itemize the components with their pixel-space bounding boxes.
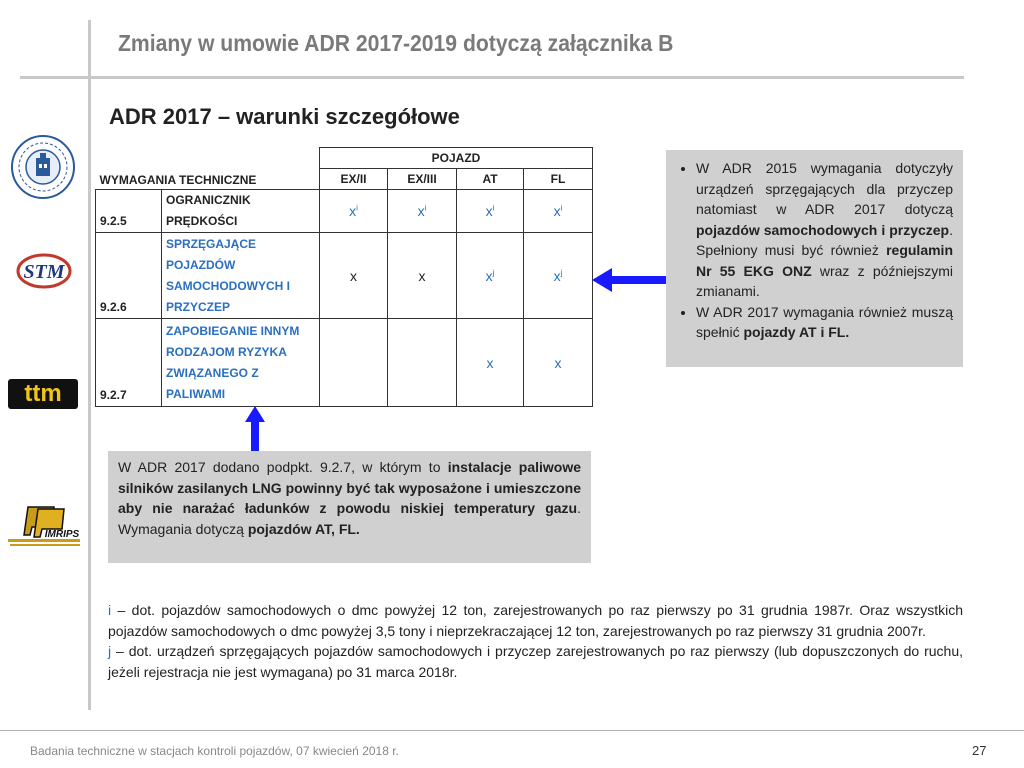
footnote-i: i – dot. pojazdów samochodowych o dmc powyżej 12 ton, zarejestrowanych po raz pierwszy po 31 grudnia 1987r. Oraz wszystkich pojazdów samochodowych o dmc powyżej 3,5 tony i nieprzekraczającej 12 ton, zarejestrowanych po raz pierwszy 31 grudnia 2007r. (108, 602, 963, 639)
mark: x (349, 203, 357, 219)
mark-superscript: j (492, 267, 495, 277)
pimrips-logo-text: IMRIPS (44, 529, 80, 540)
info-bullet: • W ADR 2015 wymagania dotyczyły urządzeń sprzęgających dla przyczep natomiast w ADR 2017 dotyczą pojazdów samochodowych i przyczep. Spełniony musi być również regulamin Nr 55 EKG ONZ wraz z późniejszymi zmianami. (696, 158, 953, 302)
mark-cell (320, 319, 388, 407)
university-seal-logo (10, 134, 76, 200)
up-arrow (245, 406, 265, 456)
lng-info-box: W ADR 2017 dodano podpkt. 9.2.7, w którym to instalacje paliwowe silników zasilanych LNG powinny być tak wyposażone i umieszczone aby nie narażać ładunków z powodu niskiej temperatury gazu. Wymagania dotyczą pojazdów AT, FL. (108, 451, 591, 563)
adr-info-box (666, 150, 963, 367)
mark-cell (320, 190, 388, 233)
footnotes (108, 600, 963, 682)
vehicle-group-header: POJAZD (320, 148, 593, 169)
mark-superscript: i (424, 203, 427, 213)
stm-logo (14, 250, 74, 292)
vertical-divider (88, 20, 91, 710)
mark: x (485, 203, 493, 219)
column-header-exiii: EX/III (388, 169, 457, 190)
section-number: 9.2.7 (96, 319, 162, 407)
mark-cell (457, 319, 524, 407)
table-row (96, 233, 593, 319)
mark-superscript: i (492, 203, 495, 213)
mark: x (418, 267, 426, 284)
mark-superscript: i (560, 203, 563, 213)
mark-cell (524, 233, 593, 319)
ttm-logo: ttm (8, 379, 78, 409)
mark-cell (388, 319, 457, 407)
column-header-fl: FL (524, 169, 593, 190)
column-header-exii: EX/II (320, 169, 388, 190)
mark: x (553, 203, 561, 219)
mark-cell (388, 233, 457, 319)
requirements-table (95, 147, 593, 407)
requirements-header: WYMAGANIA TECHNICZNE (99, 173, 257, 187)
section-number: 9.2.6 (96, 233, 162, 319)
mark: x (554, 354, 562, 371)
mark: x (553, 267, 561, 284)
mark-cell (524, 190, 593, 233)
table-row (96, 190, 593, 233)
requirements-header-cell (96, 148, 320, 190)
mark-superscript: j (560, 267, 563, 277)
requirement-name: OGRANICZNIK PRĘDKOŚCI (162, 190, 320, 233)
mark-cell (457, 190, 524, 233)
slide-title: ADR 2017 – warunki szczegółowe (109, 104, 460, 129)
footer-divider (0, 730, 1024, 731)
left-arrow (592, 267, 674, 293)
column-header-at: AT (457, 169, 524, 190)
header-title: Zmiany w umowie ADR 2017-2019 dotyczą załącznika B (118, 30, 674, 56)
mark-cell (457, 233, 524, 319)
info-bullet: • W ADR 2017 wymagania również muszą spełnić pojazdy AT i FL. (696, 302, 953, 343)
mark: x (350, 267, 357, 284)
mark: x (486, 354, 494, 371)
stm-logo-text: STM (23, 261, 65, 283)
page-number: 27 (972, 743, 987, 758)
table-row (96, 319, 593, 407)
mark: x (417, 203, 425, 219)
mark-cell (524, 319, 593, 407)
requirement-name: SPRZĘGAJĄCE POJAZDÓW SAMOCHODOWYCH I PRZYCZEP (162, 233, 320, 319)
footnote-j: j – dot. urządzeń sprzęgających pojazdów samochodowych i przyczep zarejestrowanych po raz pierwszy (lub dopuszczonych do ruchu, jeżeli rejestracja nie jest wymagana) po 31 marca 2018r. (108, 643, 963, 680)
mark-cell (388, 190, 457, 233)
mark-superscript: i (356, 203, 358, 213)
footer-text: Badania techniczne w stacjach kontroli pojazdów, 07 kwiecień 2018 r. (30, 744, 399, 758)
mark: x (485, 267, 493, 284)
section-number: 9.2.5 (96, 190, 162, 233)
requirement-name: ZAPOBIEGANIE INNYM RODZAJOM RYZYKA ZWIĄZANEGO Z PALIWAMI (162, 319, 320, 407)
header-divider (20, 76, 964, 79)
mark-cell (320, 233, 388, 319)
pimrips-logo (6, 505, 82, 549)
